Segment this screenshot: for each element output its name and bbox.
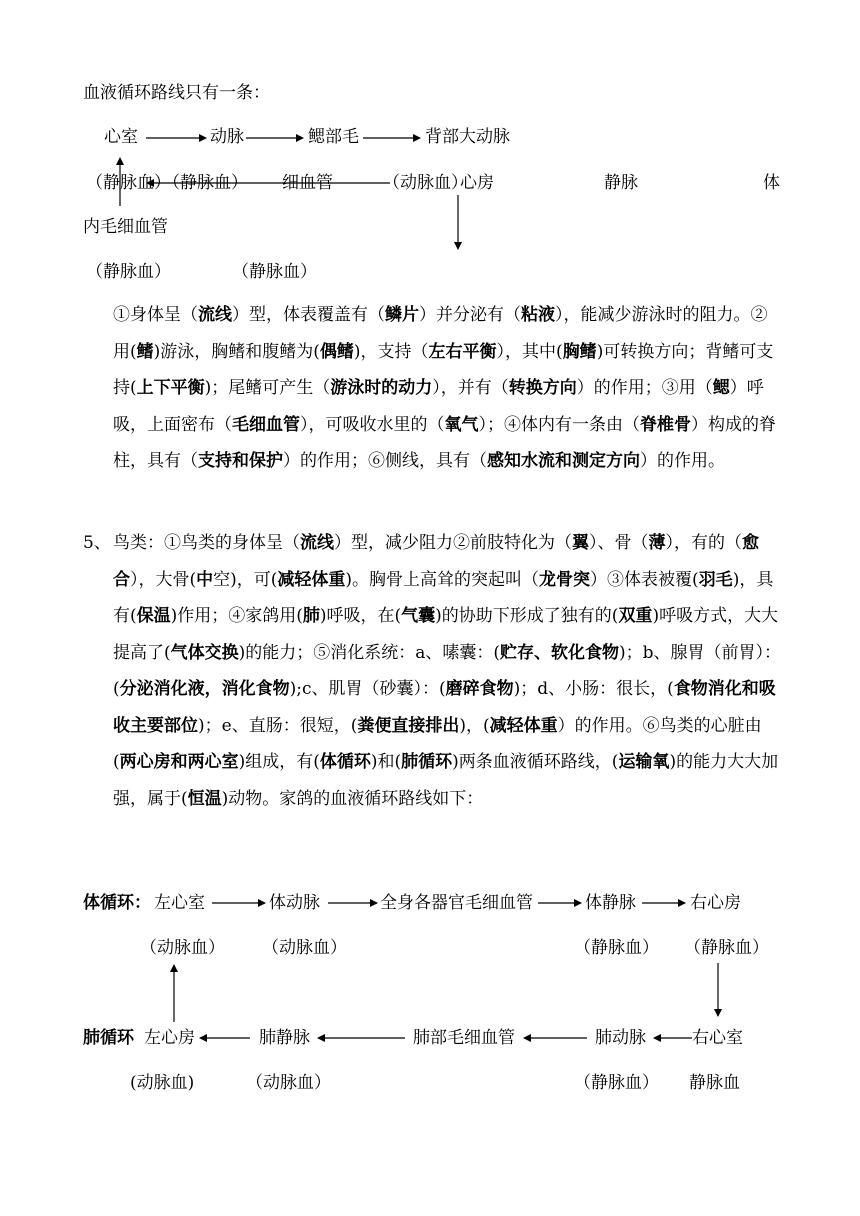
body-text: ）的作用。⑥鸟类的心脏由( [113,715,762,772]
answer-text: 分泌消化液，消化食物 [119,679,290,699]
body-text: )呼吸方式，大大提高了( [113,606,779,663]
body-text: ），能减少游泳时的阻力。②用( [113,305,768,362]
answer-text: 磨碎食物 [445,679,514,699]
body-text: ），其中( [496,341,563,362]
pul-blood-label-2: （动脉血） [246,1073,331,1093]
fish-label-venous-1: （静脉血） [86,173,171,193]
body-text: ）的作用；③用（ [576,378,713,398]
answer-text: 上下平衡 [136,378,205,398]
answer-text: 支持和保护 [198,451,283,471]
answer-text: 翼 [572,533,589,553]
body-text: ）并分泌有（ [419,305,521,325]
body-text: ）的作用。 [640,451,725,471]
fish-node-body-capillary: 内毛细血管 [83,217,168,237]
answer-text: 气体交换 [170,642,239,663]
body-text: )组成，有( [238,752,320,772]
body-text: )，( [459,715,490,736]
sys-blood-label-1: （动脉血） [140,938,225,958]
answer-text: 脊椎骨 [640,414,691,435]
sys-blood-label-2: （动脉血） [262,938,347,958]
answer-text: 运输氧 [618,752,670,772]
fish-node-atrium: 心房 [460,173,494,193]
fish-label-arterial: （动脉血） [383,173,468,193]
answer-text: 粪便直接排出 [357,715,460,736]
answer-text: 恒温 [187,788,222,809]
pul-node-left-atrium: 左心房 [144,1028,195,1048]
body-text: )；e、直肠：很短，( [198,715,358,736]
pul-node-lung-capillaries: 肺部毛细血管 [413,1028,515,1048]
answer-text: 肺循环 [401,752,453,772]
answer-text: 肺 [302,606,320,626]
body-text: )；d、小肠：很长，( [513,679,674,699]
answer-text: 体循环 [319,752,371,772]
pul-blood-label-3: （静脉血） [574,1073,659,1093]
body-text: ）；④体内有一条由（ [478,414,640,435]
answer-text: 减轻体重 [489,715,558,736]
fish-label-venous-3: （静脉血） [86,262,171,282]
body-text: )可转换方向；背鳍可支持( [113,341,774,398]
body-text: ）③体表被覆( [590,569,699,590]
answer-text: 气囊 [401,606,436,626]
answer-text: 减轻体重 [277,569,346,590]
body-text: )。胸骨上高耸的突起叫（ [345,569,540,590]
body-text: ）呼吸，上面密布（ [113,378,764,435]
fish-label-venous-2: （静脉血） [163,173,248,193]
systemic-circulation-label: 体循环： [83,893,151,913]
answer-text: 保温 [136,606,171,626]
body-text: ）型，体表覆盖有（ [232,305,385,325]
body-text: ），可吸收水里的（ [300,414,445,435]
body-text: )的能力大大加强，属于( [113,752,779,809]
body-text: ），有的（ [665,533,742,553]
body-text: ①身体呈（ [113,305,198,325]
body-text: )两条血液循环路线，( [452,752,619,772]
answer-text: 鳍 [136,341,154,362]
body-text: ）的作用；⑥侧线，具有（ [283,451,487,471]
answer-text: 左右平衡 [428,341,497,362]
answer-text: 羽毛 [698,569,733,590]
body-text: ）、骨（ [589,533,649,553]
pul-node-right-ventricle: 右心室 [692,1028,743,1048]
section-number: 5、 [83,533,111,553]
body-text: 鸟类：①鸟类的身体呈（ [113,533,300,553]
sys-node-right-atrium: 右心房 [690,893,741,913]
answer-text: 鳞片 [385,305,419,325]
body-text: ）构成的脊柱，具有（ [113,414,776,471]
answer-text: 鳃 [712,378,730,398]
pul-blood-label-4: 静脉血 [689,1073,740,1093]
answer-text: 感知水流和测定方向 [487,451,640,471]
sys-node-aorta: 体动脉 [269,893,320,913]
answer-text: 愈合 [113,533,759,590]
answer-text: 两心房和两心室 [119,752,239,772]
body-text: )；尾鳍可产生（ [204,378,331,398]
body-text: ）型，减少阻力②前肢特化为（ [334,533,572,553]
body-text: 空)，可( [213,569,278,590]
body-text: )，支持（ [353,341,429,362]
body-text: )呼吸，在( [319,606,402,626]
answer-text: 双重 [618,606,653,626]
body-text: )；b、腺胃（前胃）：( [113,642,782,699]
body-text: )，具有( [113,569,774,626]
answer-text: 氧气 [444,414,479,435]
body-text: )和( [370,752,402,772]
body-text: )游泳，胸鳍和腹鳍为( [153,341,320,362]
pul-node-pulmonary-vein: 肺静脉 [259,1028,310,1048]
answer-text: 龙骨突 [539,569,591,590]
fish-label-venous-4: （静脉血） [232,262,317,282]
pul-node-pulmonary-artery: 肺动脉 [595,1028,646,1048]
answer-text: 流线 [300,533,334,553]
pul-blood-label-1: (动脉血) [130,1073,195,1093]
fish-node-vein: 静脉 [604,173,638,193]
answer-text: 贮存、软化食物 [500,642,620,663]
body-text: ），大骨( [130,569,197,590]
answer-text: 转换方向 [508,378,577,398]
sys-node-vena-cava: 体静脉 [585,893,636,913]
answer-text: 毛细血管 [232,414,300,435]
answer-text: 中 [196,569,214,590]
fish-node-ventricle: 心室 [104,127,138,147]
sys-node-left-ventricle: 左心室 [154,893,205,913]
fish-node-body: 体 [763,173,780,193]
answer-text: 胸鳍 [562,341,597,362]
answer-text: 粘液 [521,305,555,325]
body-text: )动物。家鸽的血液循环路线如下： [221,788,484,809]
pulmonary-circulation-label: 肺循环 [83,1028,134,1048]
sys-blood-label-4: （静脉血） [684,938,769,958]
answer-text: 游泳时的动力 [330,378,433,398]
fish-node-dorsal-aorta: 背部大动脉 [425,127,510,147]
body-text: );c、肌胃（砂囊）：( [289,679,446,699]
sys-node-capillaries: 全身各器官毛细血管 [380,893,533,913]
answer-text: 食物消化和吸收主要部位 [113,679,776,736]
answer-text: 薄 [648,533,666,553]
body-text: )的协助下形成了独有的( [435,606,619,626]
body-text: )作用；④家鸽用( [170,606,303,626]
fish-node-artery: 动脉 [210,127,244,147]
answer-text: 流线 [198,305,232,325]
fish-label-capillary: 细血管 [282,173,333,193]
body-text: )的能力；⑤消化系统：a、嗉囊：( [238,642,501,663]
answer-text: 偶鳍 [319,341,354,362]
intro-text: 血液循环路线只有一条： [83,83,270,103]
sys-blood-label-3: （静脉血） [574,938,659,958]
body-text: ），并有（ [432,378,509,398]
fish-node-gill: 鳃部毛 [308,127,359,147]
